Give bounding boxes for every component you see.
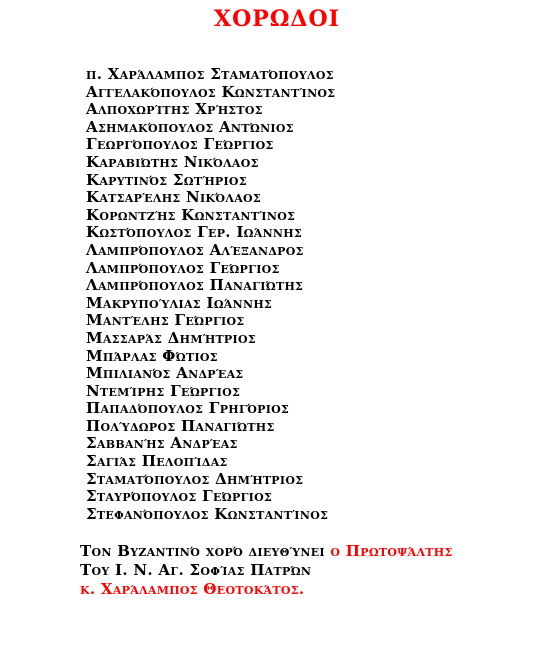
list-item: Στεφανόπουλος Κωνσταντίνος (86, 504, 329, 523)
list-item: π. Χαράλαμπος Σταματόπουλος (86, 65, 334, 83)
list-item: Κορωντζής Κωνσταντίνος (86, 205, 296, 224)
director-text: Τον Βυζαντινό χορό διευθύνει (80, 542, 331, 560)
list-item: Πολύδωρος Παναγιώτης (86, 416, 275, 435)
director-title: ο Πρωτοψάλτης (330, 542, 453, 560)
list-item: Γεωργόπουλος Γεώργιος (86, 135, 274, 154)
director-name: κ. Χαράλαμπος Θεοτοκάτος. (80, 580, 305, 598)
list-item: Μασσαράς Δημήτριος (86, 328, 256, 347)
list-item: Μαντέλης Γεώργιος (86, 311, 245, 330)
list-item: Σταυρόπουλος Γεώργιος (86, 487, 273, 506)
list-item: Λαμπρόπουλος Παναγιώτης (86, 276, 304, 295)
page-title: ΧΟΡΩΔΟΙ (214, 6, 340, 32)
director-line-1 (80, 542, 453, 561)
list-item: Αγγελακόπουλος Κωνσταντίνος (86, 82, 336, 101)
list-item: Μπιλιανός Ανδρέας (86, 364, 244, 383)
list-item: Λαμπρόπουλος Αλέξανδρος (86, 240, 304, 259)
list-item: Παπαδόπουλος Γρηγόριος (86, 399, 290, 418)
list-item: Μακρυπούλιας Ιωάννης (86, 293, 273, 312)
list-item: Αλποχωρίτης Χρήστος (86, 100, 263, 119)
list-item: Καραβιώτης Νικόλαος (86, 152, 259, 171)
list-item: Κατσαρέλης Νικόλαος (86, 188, 261, 207)
list-item: Σταματόπουλος Δημήτριος (86, 469, 304, 488)
choir-members-list (86, 66, 335, 523)
list-item: Σαββανής Ανδρέας (86, 434, 238, 453)
director-line-2: Του Ι. Ν. Αγ. Σοφίας Πατρών (80, 561, 312, 579)
director-note (80, 542, 453, 599)
list-item: Ασημακόπουλος Αντώνιος (86, 117, 294, 136)
list-item: Μπάρλας Φώτιος (86, 346, 218, 365)
list-item: Σαγιάς Πελοπίδας (86, 452, 228, 471)
list-item: Καρυτινός Σωτήριος (86, 170, 247, 189)
list-item: Ντεμίρης Γεώργιος (86, 381, 241, 400)
list-item: Κωστόπουλος Γερ. Ιωάννης (86, 223, 303, 242)
list-item: Λαμπρόπουλος Γεώργιος (86, 258, 280, 277)
